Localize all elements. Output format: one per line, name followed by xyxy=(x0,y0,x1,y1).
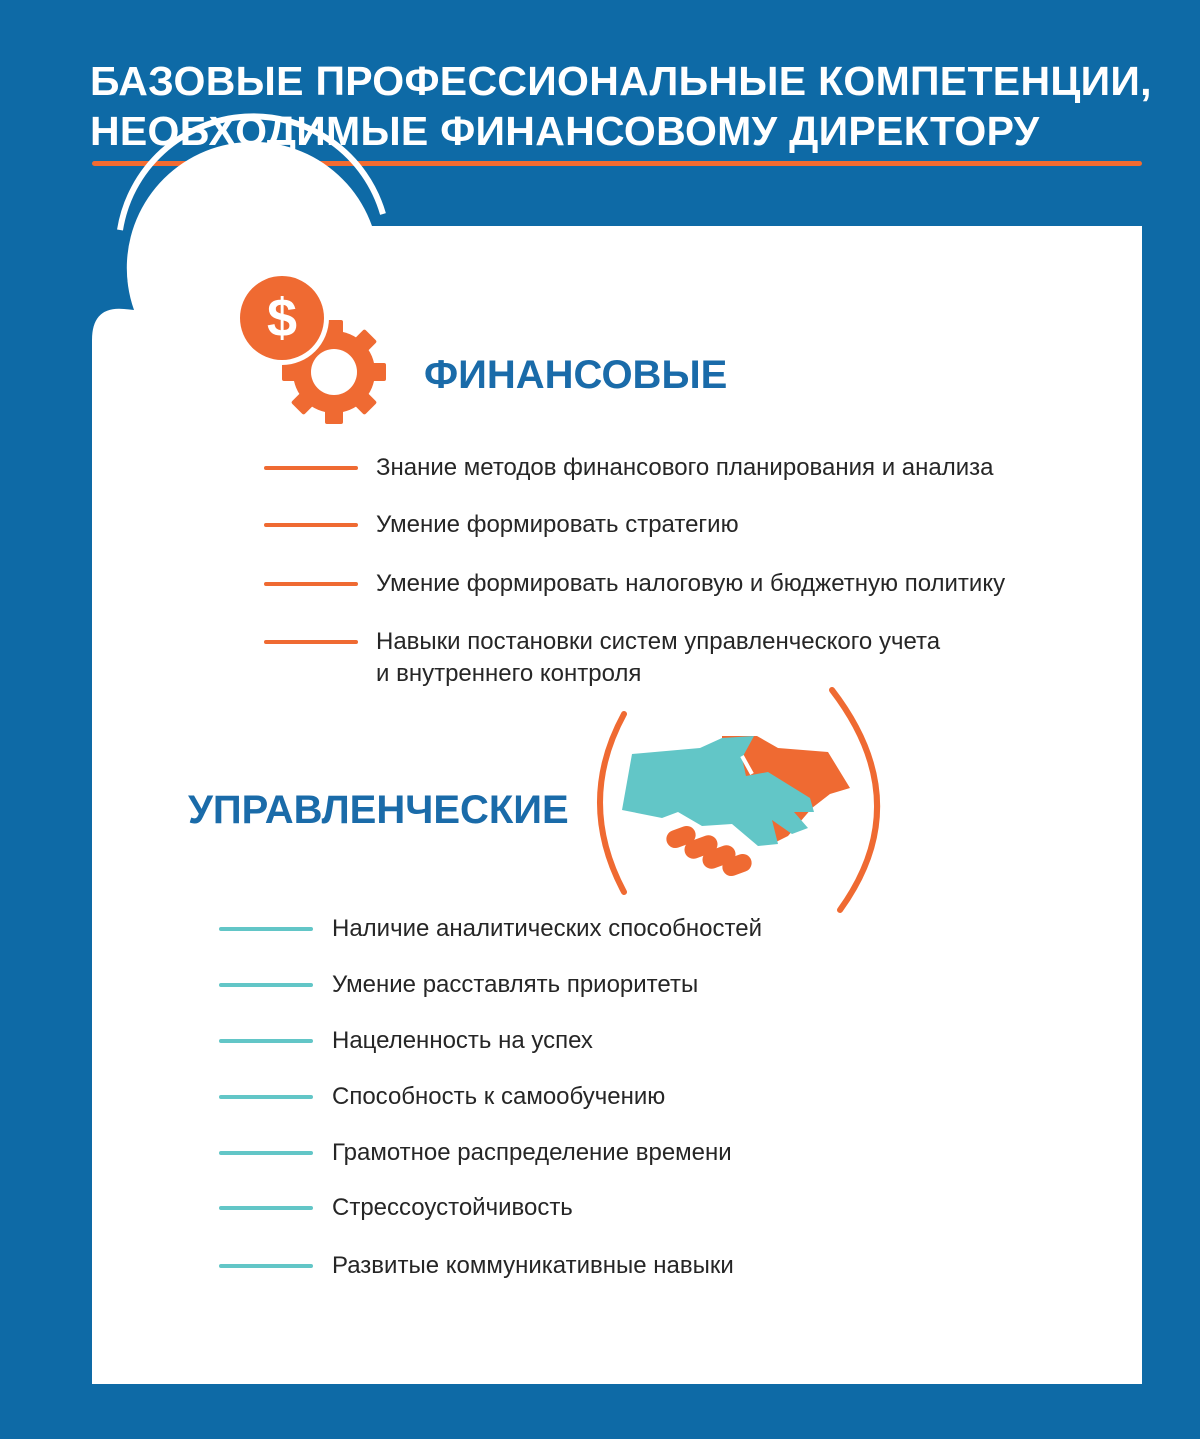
list-item-text: Стрессоустойчивость xyxy=(332,1194,573,1221)
list-bullet xyxy=(264,640,358,644)
list-item-text: Способность к самообучению xyxy=(332,1083,666,1110)
title-line-2: НЕОБХОДИМЫЕ ФИНАНСОВОМУ ДИРЕКТОРУ xyxy=(90,108,1040,154)
list-bullet xyxy=(219,983,313,987)
list-bullet xyxy=(219,1095,313,1099)
handshake-icon xyxy=(582,684,902,924)
list-bullet xyxy=(219,927,313,931)
list-bullet xyxy=(219,1039,313,1043)
list-item-text: Умение расставлять приоритеты xyxy=(332,971,699,998)
list-bullet xyxy=(264,523,358,527)
list-item-text: Навыки постановки систем управленческого учета xyxy=(376,628,941,655)
list-bullet xyxy=(264,466,358,470)
list-bullet xyxy=(219,1264,313,1268)
list-item-text: и внутреннего контроля xyxy=(376,660,642,687)
financial-heading: ФИНАНСОВЫЕ xyxy=(424,353,728,397)
management-heading: УПРАВЛЕНЧЕСКИЕ xyxy=(188,788,569,832)
list-bullet xyxy=(219,1206,313,1210)
list-bullet xyxy=(264,582,358,586)
list-item-text: Наличие аналитических способностей xyxy=(332,915,762,942)
dollar-sign-glyph: $ xyxy=(266,288,298,348)
dollar-gear-icon xyxy=(232,268,392,428)
list-item-text: Умение формировать налоговую и бюджетную политику xyxy=(376,570,1006,597)
list-bullet xyxy=(219,1151,313,1155)
title-line-1: БАЗОВЫЕ ПРОФЕССИОНАЛЬНЫЕ КОМПЕТЕНЦИИ, xyxy=(90,58,1152,104)
list-item-text: Развитые коммуникативные навыки xyxy=(332,1252,734,1279)
list-item-text: Грамотное распределение времени xyxy=(332,1139,732,1166)
left-bracket-arc xyxy=(600,714,624,892)
list-item-text: Умение формировать стратегию xyxy=(376,511,739,538)
right-bracket-arc xyxy=(832,690,877,910)
list-item-text: Нацеленность на успех xyxy=(332,1027,593,1054)
list-item-text: Знание методов финансового планирования и анализа xyxy=(376,454,994,481)
